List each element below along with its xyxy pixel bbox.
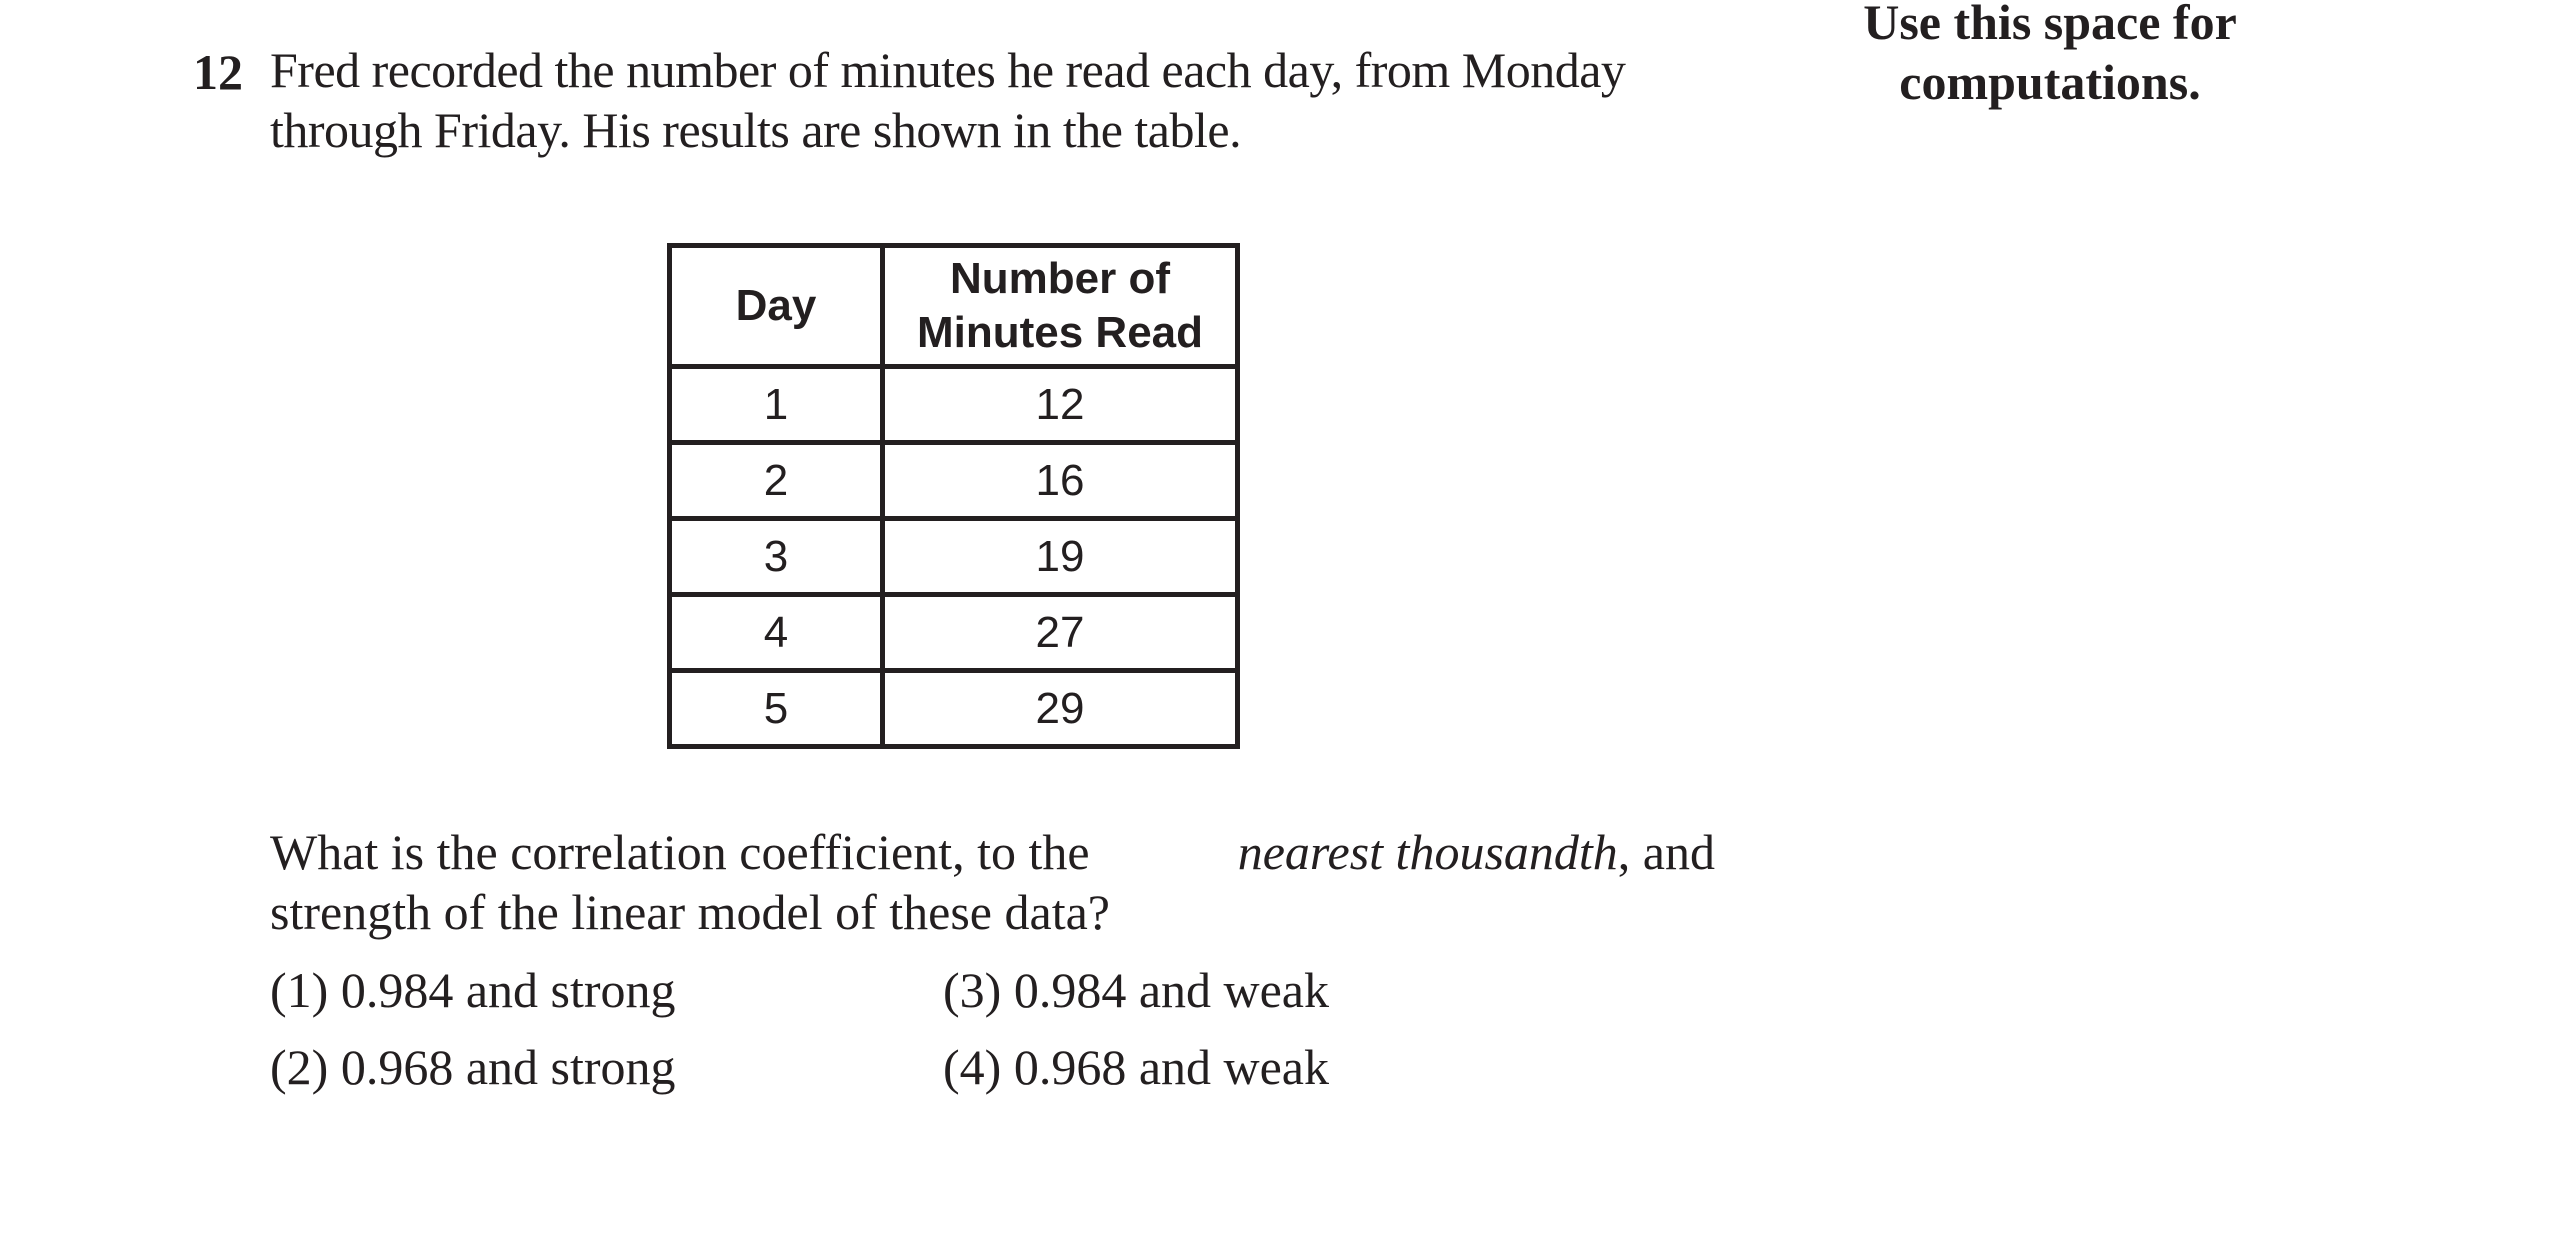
question-number: 12	[193, 44, 243, 100]
table-row	[670, 519, 1238, 595]
option-text: 0.984 and weak	[1013, 962, 1329, 1018]
answer-option-3[interactable]	[943, 960, 1329, 1020]
computation-space-label	[1790, 0, 2310, 112]
cell-minutes: 19	[883, 519, 1238, 595]
prompt-text: What is the correlation coefficient, to the	[270, 824, 1090, 880]
option-text: 0.968 and strong	[340, 1039, 676, 1095]
computation-label-line-2: computations.	[1899, 54, 2201, 110]
option-text: 0.968 and weak	[1013, 1039, 1329, 1095]
prompt-text-end: , and	[1617, 824, 1715, 880]
header-minutes-line-1: Number of	[950, 254, 1170, 303]
prompt-emphasis: nearest thousandth	[1237, 824, 1618, 880]
option-label: (1)	[270, 962, 329, 1018]
cell-day: 3	[670, 519, 883, 595]
computation-label-line-1: Use this space for	[1863, 0, 2237, 50]
table-row	[670, 443, 1238, 519]
cell-minutes: 29	[883, 671, 1238, 747]
header-day: Day	[670, 246, 883, 367]
table-row	[670, 367, 1238, 443]
cell-day: 4	[670, 595, 883, 671]
answer-option-4[interactable]	[943, 1037, 1329, 1097]
option-label: (3)	[943, 962, 1002, 1018]
cell-day: 1	[670, 367, 883, 443]
header-minutes	[883, 246, 1238, 367]
prompt-emphasis-group	[1238, 822, 1715, 882]
table-header-row	[670, 246, 1238, 367]
option-label: (4)	[943, 1039, 1002, 1095]
prompt-line-1	[270, 822, 1715, 882]
cell-day: 2	[670, 443, 883, 519]
option-label: (2)	[270, 1039, 329, 1095]
cell-minutes: 12	[883, 367, 1238, 443]
question-stem	[270, 40, 1720, 160]
header-minutes-line-2: Minutes Read	[916, 308, 1204, 357]
cell-minutes: 16	[883, 443, 1238, 519]
table-row	[670, 595, 1238, 671]
stem-line-2: through Friday. His results are shown in the table.	[270, 102, 1242, 158]
cell-minutes: 27	[883, 595, 1238, 671]
option-text: 0.984 and strong	[340, 962, 676, 1018]
stem-line-1: Fred recorded the number of minutes he read each day, from Monday	[270, 42, 1626, 98]
minutes-read-table	[667, 243, 1240, 749]
table-row	[670, 671, 1238, 747]
prompt-line-2: strength of the linear model of these data?	[270, 884, 1110, 940]
cell-day: 5	[670, 671, 883, 747]
answer-option-2[interactable]	[270, 1037, 676, 1097]
question-prompt	[270, 822, 1715, 942]
answer-option-1[interactable]	[270, 960, 676, 1020]
